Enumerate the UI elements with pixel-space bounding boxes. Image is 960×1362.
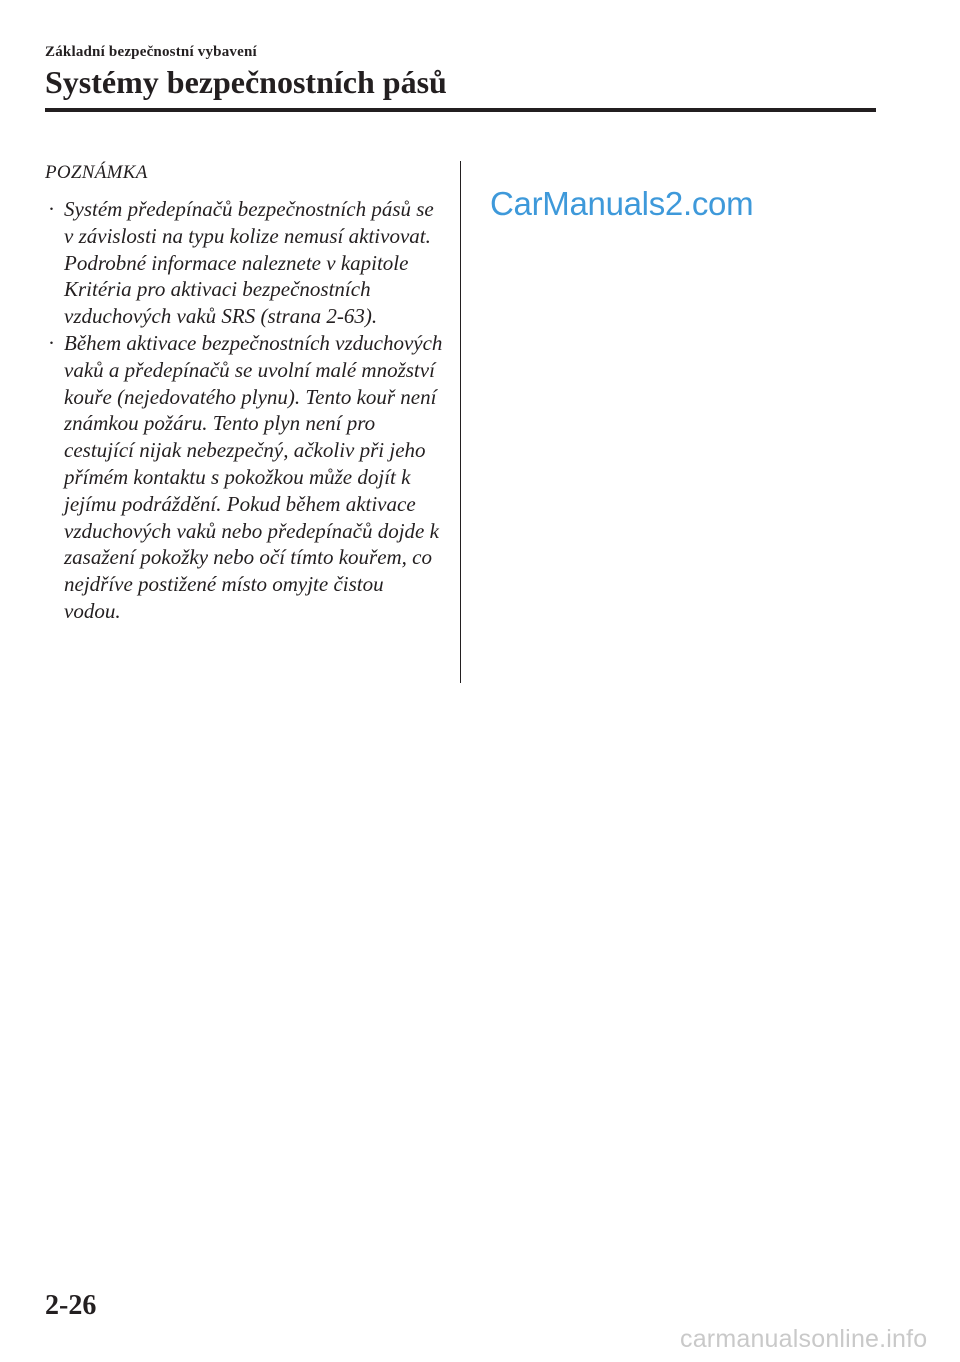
page-title: Systémy bezpečnostních pásů bbox=[45, 64, 447, 100]
column-divider bbox=[460, 161, 461, 683]
page-number: 2-26 bbox=[45, 1290, 97, 1321]
note-list bbox=[45, 196, 445, 625]
note-heading: POZNÁMKA bbox=[45, 162, 148, 183]
bullet-icon: · bbox=[48, 197, 55, 221]
note-item bbox=[45, 330, 445, 625]
note-item bbox=[45, 196, 445, 330]
title-rule bbox=[45, 108, 876, 112]
note-item-text: Systém předepínačů bezpečnostních pásů se v závislosti na typu kolize nemusí aktivovat. Podrobné informace naleznete v kapitole Kritéria pro aktivaci bezpečnostních vzduchových vaků SRS (strana 2-63). bbox=[64, 197, 434, 329]
breadcrumb: Základní bezpečnostní vybavení bbox=[45, 44, 257, 60]
bullet-icon: · bbox=[48, 330, 55, 355]
note-item-text: Během aktivace bezpečnostních vzduchových vaků a předepínačů se uvolní malé množství kouře (nejedovatého plynu). Tento kouř není známkou požáru. Tento plyn není pro cestující nijak nebezpečný, ačkoliv při jeho přímém kontaktu s pokožkou může dojít k jejímu podráždění. Pokud během aktivace vzduchových vaků nebo předepínačů dojde k zasažení pokožky nebo očí tímto kouřem, co nejdříve postižené místo omyjte čistou vodou. bbox=[64, 330, 443, 623]
watermark-carmanuals2: CarManuals2.com bbox=[490, 185, 754, 222]
note-box bbox=[45, 160, 445, 625]
watermark-carmanualsonline: carmanualsonline.info bbox=[680, 1325, 928, 1353]
